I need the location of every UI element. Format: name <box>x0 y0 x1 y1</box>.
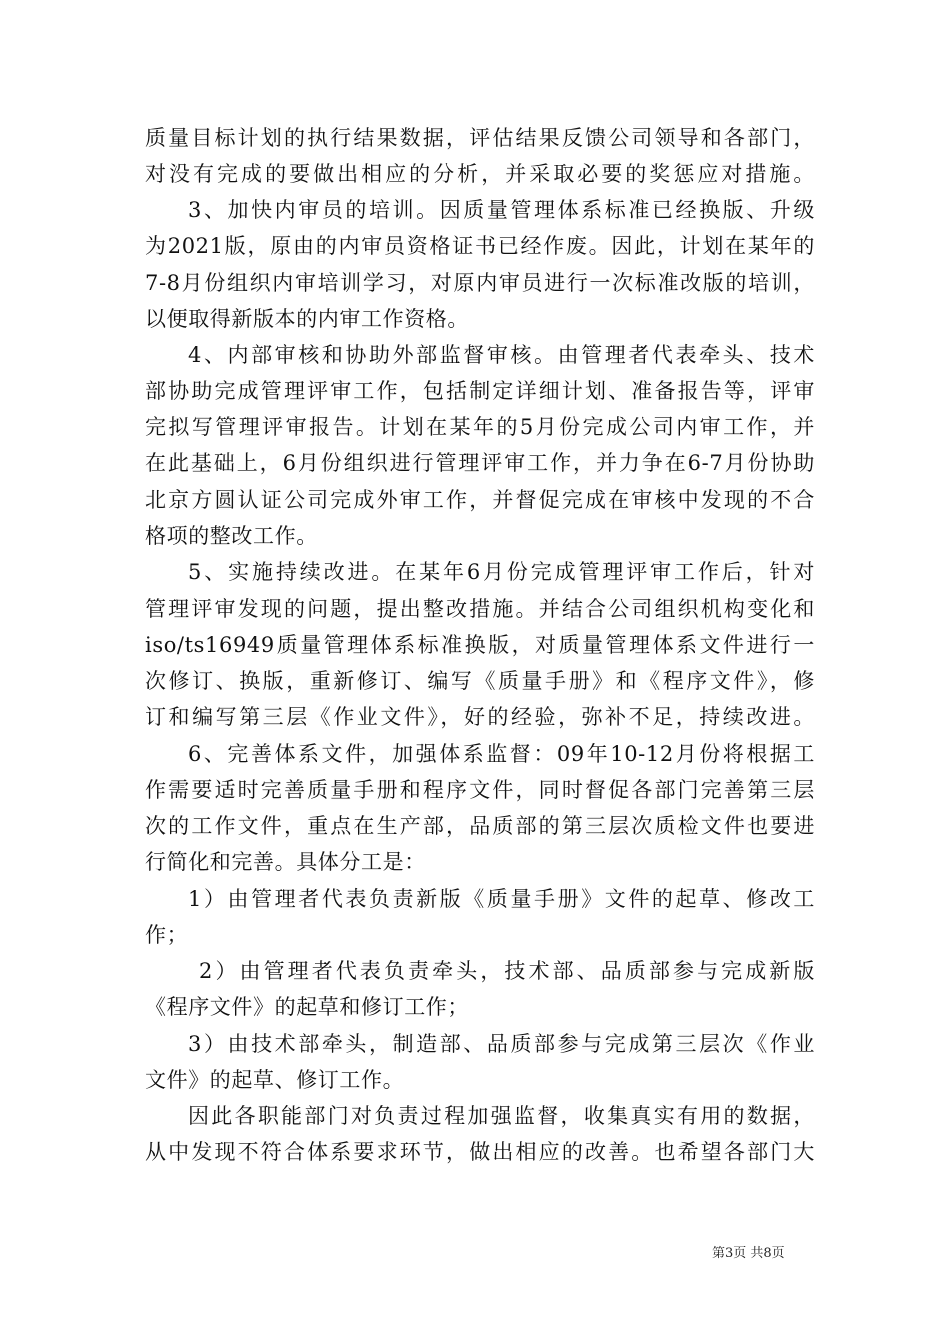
text-line-12: 格项的整改工作。 <box>145 524 318 548</box>
text-line-2: 对没有完成的要做出相应的分析，并采取必要的奖惩应对措施。 <box>145 162 815 186</box>
text-line-8: 部协助完成管理评审工作，包括制定详细计划、准备报告等，评审 <box>145 379 815 403</box>
text-line-7: 4、内部审核和协助外部监督审核。由管理者代表牵头、技术 <box>188 343 815 367</box>
text-line-22: 1）由管理者代表负责新版《质量手册》文件的起草、修改工 <box>188 887 815 911</box>
text-line-6: 以便取得新版本的内审工作资格。 <box>145 307 469 331</box>
text-line-10: 在此基础上，6月份组织进行管理评审工作，并力争在6-7月份协助 <box>145 451 815 475</box>
text-line-19: 作需要适时完善质量手册和程序文件，同时督促各部门完善第三层 <box>145 778 815 802</box>
text-line-18: 6、完善体系文件，加强体系监督：09年10-12月份将根据工 <box>188 742 815 766</box>
text-line-4: 为2021版，原由的内审员资格证书已经作废。因此，计划在某年的 <box>145 234 815 258</box>
text-line-28: 因此各职能部门对负责过程加强监督，收集真实有用的数据， <box>188 1104 815 1128</box>
text-line-1: 质量目标计划的执行结果数据，评估结果反馈公司领导和各部门， <box>145 126 815 150</box>
text-line-24: 2）由管理者代表负责牵头，技术部、品质部参与完成新版 <box>199 959 815 983</box>
text-line-14: 管理评审发现的问题，提出整改措施。并结合公司组织机构变化和 <box>145 597 815 621</box>
text-line-27: 文件》的起草、修订工作。 <box>145 1068 405 1092</box>
text-line-11: 北京方圆认证公司完成外审工作，并督促完成在审核中发现的不合 <box>145 488 815 512</box>
text-line-5: 7-8月份组织内审培训学习，对原内审员进行一次标准改版的培训， <box>145 271 815 295</box>
text-line-23: 作； <box>145 923 189 947</box>
text-line-20: 次的工作文件，重点在生产部，品质部的第三层次质检文件也要进 <box>145 814 815 838</box>
text-line-9: 完拟写管理评审报告。计划在某年的5月份完成公司内审工作，并 <box>145 415 815 439</box>
text-line-15: iso/ts16949质量管理体系标准换版，对质量管理体系文件进行一 <box>145 633 815 657</box>
text-line-13: 5、实施持续改进。在某年6月份完成管理评审工作后，针对 <box>188 560 815 584</box>
text-line-26: 3）由技术部牵头，制造部、品质部参与完成第三层次《作业 <box>188 1032 815 1056</box>
text-line-29: 从中发现不符合体系要求环节，做出相应的改善。也希望各部门大 <box>145 1140 815 1164</box>
text-line-17: 订和编写第三层《作业文件》，好的经验，弥补不足，持续改进。 <box>145 705 815 729</box>
text-line-16: 次修订、换版，重新修订、编写《质量手册》和《程序文件》，修 <box>145 669 815 693</box>
page-number: 第3页 共8页 <box>712 1246 785 1261</box>
text-line-25: 《程序文件》的起草和修订工作； <box>145 995 469 1019</box>
text-line-21: 行简化和完善。具体分工是： <box>145 850 426 874</box>
text-line-3: 3、加快内审员的培训。因质量管理体系标准已经换版、升级 <box>188 198 815 222</box>
